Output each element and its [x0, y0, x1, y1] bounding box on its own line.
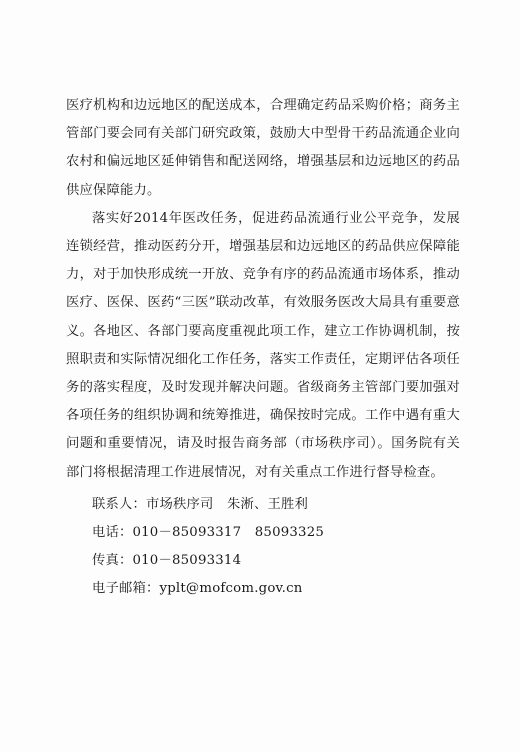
contact-person: 联系人：市场秩序司 朱淅、王胜利 — [92, 496, 308, 512]
paragraph-1: 医疗机构和边远地区的配送成本，合理确定药品采购价格；商务主管部门要会同有关部门研究政策，鼓励大中型骨干药品流通企业向农村和偏远地区延伸销售和配送网络，增强基层和边远地区的药品供应保障能力。 — [66, 98, 460, 198]
contact-block — [66, 491, 460, 604]
document-body — [66, 92, 460, 604]
contact-email: 电子邮箱：yplt@mofcom.gov.cn — [92, 581, 303, 597]
contact-phone: 电话：010－85093317 85093325 — [92, 525, 325, 541]
contact-fax: 传真：010－85093314 — [92, 553, 242, 569]
paragraph-2: 落实好2014年医改任务，促进药品流通行业公平竞争，发展连锁经营，推动医药分开，增强基层和边远地区的药品供应保障能力，对于加快形成统一开放、竞争有序的药品流通市场体系，推动医疗、医保、医药“三医”联动改革，有效服务医改大局具有重要意义。各地区、各部门要高度重视此项工作，建立工作协调机制，按照职责和实际情况细化工作任务，落实工作责任，定期评估各项任务的落实程度，及时发现并解决问题。省级商务主管部门要加强对各项任务的组织协调和统筹推进，确保按时完成。工作中遇有重大问题和重要情况，请及时报告商务部（市场秩序司）。国务院有关部门将根据清理工作进展情况，对有关重点工作进行督导检查。 — [66, 210, 460, 480]
